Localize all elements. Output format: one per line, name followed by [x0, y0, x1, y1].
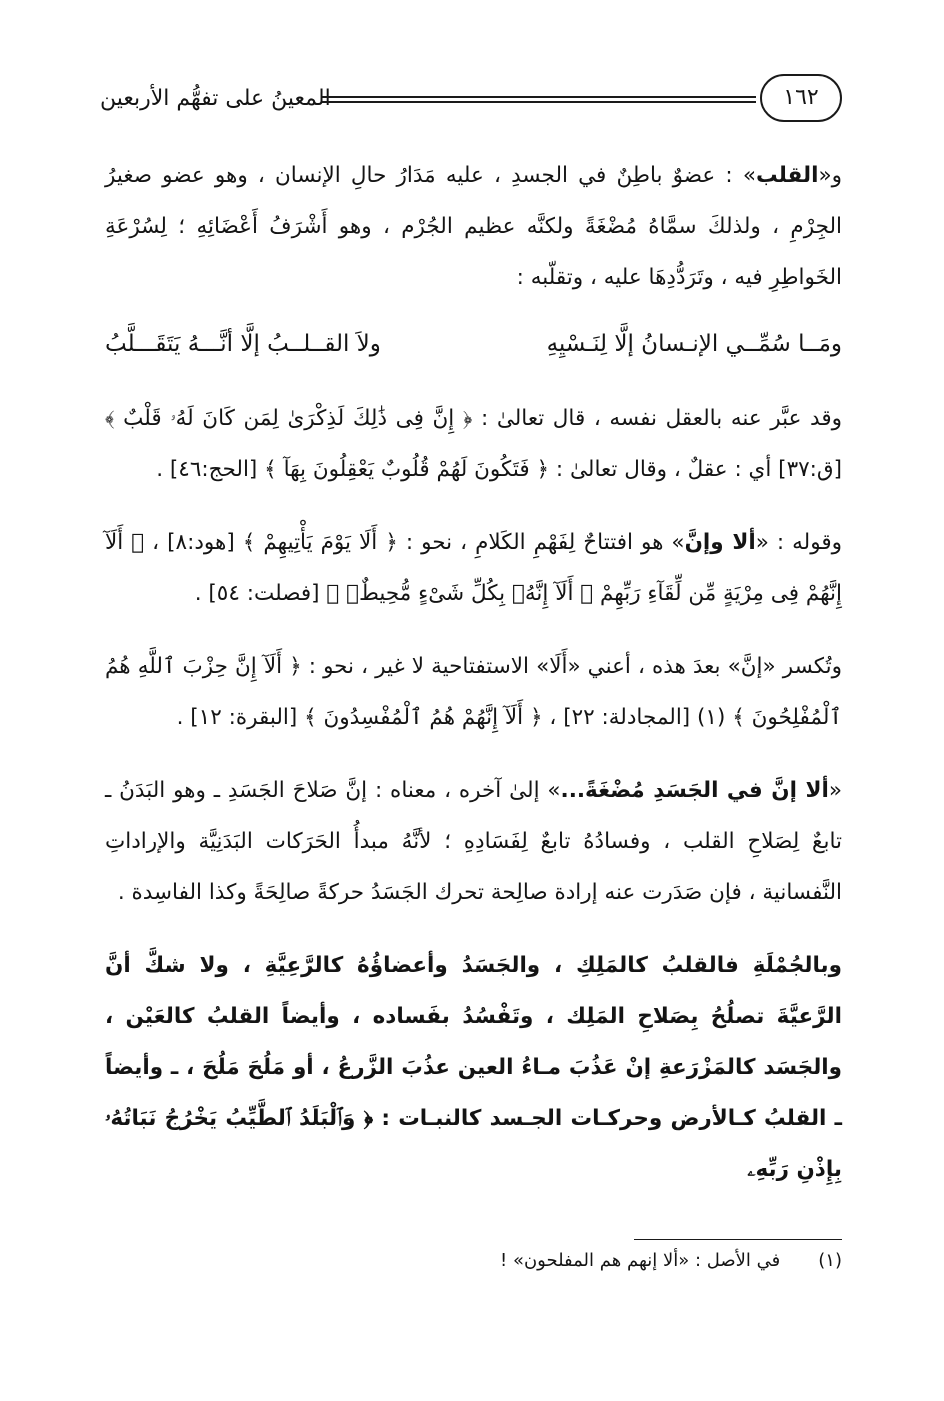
body-text: [105, 150, 842, 1195]
running-title: المعينُ على تفهُّم الأربعين: [100, 86, 331, 111]
footnote-marker: (١): [818, 1250, 842, 1271]
paragraph-ala-wa-inna: [105, 517, 842, 619]
paragraph-ala-text: » هو افتتاحٌ لِفَهْمِ الكَلامِ ، نحو : ﴿ أَلَا يَوْمَ يَأْتِيهِمْ ﴾ [هود:٨] ، ﴿ أَلَآ إِنَّهُمْ فِى مِرْيَةٍ مِّن لِّقَآءِ رَبِّهِمْ ۗ أَلَآ إِنَّهُۥ بِكُلِّ شَىْءٍ مُّحِيطٌۢ ﴾ [فصلت: ٥٤] .: [105, 530, 842, 606]
quote-open: و«: [818, 163, 842, 188]
term-heart: القلب: [756, 163, 819, 188]
paragraph-heart: [105, 150, 842, 303]
paragraph-intellect: وقد عبَّر عنه بالعقل نفسه ، قال تعالىٰ : ﴿ إِنَّ فِى ذَٰلِكَ لَذِكْرَىٰ لِمَن كَانَ لَهُۥ قَلْبٌ ﴾ [ق:٣٧] أي : عقلٌ ، وقال تعالىٰ : ﴿ فَتَكُونَ لَهُمْ قُلُوبٌ يَعْقِلُونَ بِهَآ ﴾ [الحج:٤٦] .: [105, 406, 842, 482]
footnote-rule: [634, 1239, 842, 1240]
paragraph-king-analogy: وبالجُمْلَةِ فالقلبُ كالمَلِكِ ، والجَسَدُ وأعضاؤُهُ كالرَّعِيَّةِ ، ولا شكَّ أنَّ الرَّعيَّةَ تصلُحُ بِصَلاحِ المَلِك ، وتَفْسُدُ بفَساده ، وأيضاً القلبُ كالعَيْن ، والجَسَد كالمَزْرَعةِ إنْ عَذُبَ مـاءُ العين عذُبَ الزَّرعُ ، أو مَلُحَ مَلُحَ ، ـ وأيضاً ـ القلبُ كـالأرض وحركـات الجـسد كالنبـات : ﴿ وَٱلْبَلَدُ ٱلطَّيِّبُ يَخْرُجُ نَبَاتُهُۥ بِإِذْنِ رَبِّهِۦ: [105, 953, 842, 1182]
paragraph-inna-kasr: وتُكسر «إنَّ» بعدَ هذه ، أعني «أَلَا» الاستفتاحية لا غير ، نحو : ﴿ أَلَآ إِنَّ حِزْبَ ٱللَّهِ هُمُ ٱلْمُفْلِحُونَ ﴾ (١) [المجادلة: ٢٢] ، ﴿ أَلَآ إِنَّهُمْ هُمُ ٱلْمُفْسِدُونَ ﴾ [البقرة: ١٢] .: [105, 654, 842, 730]
verse-hemistich-second: ولاَ القــلــبُ إلَّا أنَّـــهُ يَتَقَـــلَّبُ: [105, 331, 381, 357]
header-rule: [322, 96, 756, 98]
poetry-verse: [105, 317, 842, 371]
term-ala-wa-inna: ألا وإنَّ: [684, 530, 756, 555]
term-mudgha: ألا إنَّ في الجَسَدِ مُضْغَةً...: [560, 778, 829, 803]
paragraph-heart-text: » : عضوٌ باطِنٌ في الجسدِ ، عليه مَدَارُ حالِ الإنسان ، وهو عضو صغيرُ الجِرْمِ ، ولذلكَ سمَّاهُ مُضْغَةً ولكنَّه عظيم الجُرْم ، وهو أَشْرَفُ أَعْضَائِهِ ؛ لِسُرْعَةِ الخَواطِرِ فيه ، وتَرَدُّدِهَا عليه ، وتقلّبه :: [105, 163, 842, 290]
page-header: [100, 70, 842, 126]
paragraph-mudgha: [105, 765, 842, 918]
paragraph-mudgha-text: » إلىٰ آخره ، معناه : إنَّ صَلاحَ الجَسَدِ ـ وهو البَدَنُ ـ تابعٌ لِصَلاحِ القلب ، وفسادُهُ تابعٌ لِفَسَادِهِ ؛ لأنَّهُ مبدأُ الحَرَكات البَدَنِيَّة والإراداتِ النَّفسانية ، فإن صَدَرت عنه إرادة صالِحة تحرك الجَسَدُ حركةً صالِحَةً وكذا الفاسِدة .: [105, 778, 842, 905]
header-rule-double: [322, 101, 756, 103]
quote-open-2: «: [828, 778, 843, 803]
footnote: [102, 1244, 842, 1278]
footnote-text: في الأصل : «ألا إنهم هم المفلحون» !: [500, 1250, 781, 1271]
paragraph-ala-intro: وقوله : «: [755, 530, 842, 555]
verse-hemistich-first: ومَــا سُمِّــي الإنـسانُ إلَّا لِنَـسْيِهِ: [546, 331, 842, 357]
page-number: ١٦٢: [760, 74, 842, 122]
